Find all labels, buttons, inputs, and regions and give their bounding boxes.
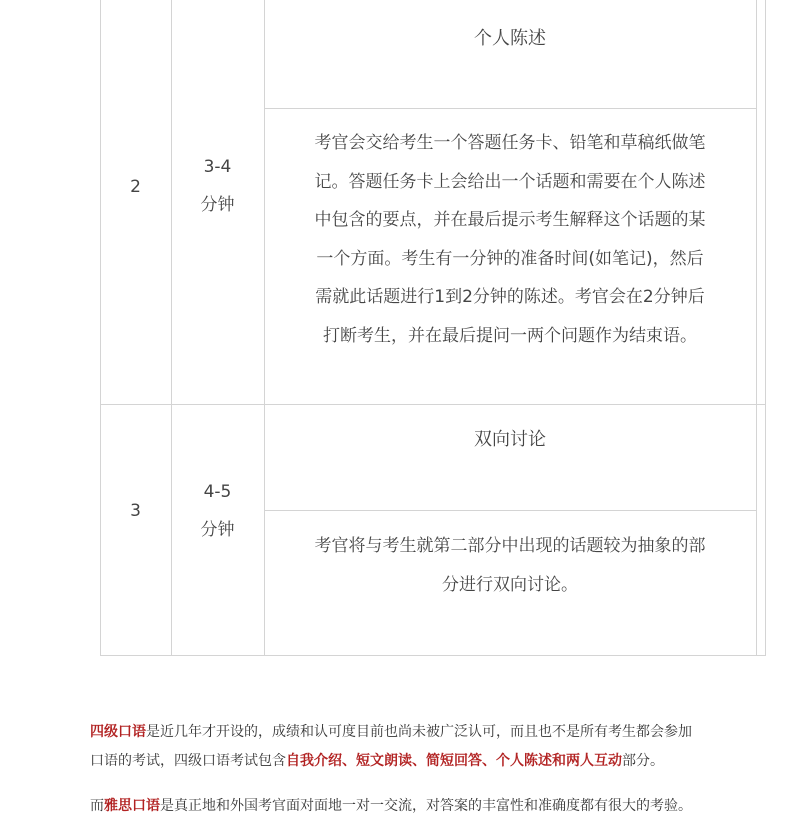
duration-unit: 分钟 [200, 195, 235, 215]
highlight-exam-parts: 自我介绍、短文朗读、简短回答、个人陈述和两人互动 [286, 753, 622, 769]
section-heading: 双向讨论 [474, 429, 546, 450]
table-divider-col1 [171, 0, 172, 655]
paragraph-ielts-oral [90, 792, 780, 821]
duration-range: 3-4 [203, 157, 232, 177]
description-line: 考官会交给考生一个答题任务卡、铅笔和草稿纸做笔 [314, 133, 706, 153]
part-number: 2 [130, 177, 141, 197]
description-line: 考官将与考生就第二部分中出现的话题较为抽象的部 [314, 536, 706, 556]
table-row3-heading-divider [264, 510, 757, 511]
paragraph-text: 口语的考试，四级口语考试包含 [90, 753, 286, 769]
table-border-bottom [100, 655, 766, 656]
description-line: 记。答题任务卡上会给出一个话题和需要在个人陈述 [314, 171, 706, 192]
section-description [264, 124, 756, 355]
part-number: 3 [130, 501, 141, 521]
table-border-left [100, 0, 101, 655]
highlight-cet4-oral: 四级口语 [90, 724, 146, 740]
duration-cell [171, 148, 264, 224]
highlight-ielts-oral: 雅思口语 [104, 798, 160, 814]
duration-range: 4-5 [203, 482, 232, 502]
description-line: 一个方面。考生有一分钟的准备时间(如笔记)，然后 [316, 248, 704, 269]
duration-unit: 分钟 [200, 520, 235, 540]
paragraph-text: 而 [90, 798, 104, 814]
description-line: 中包含的要点，并在最后提示考生解释这个话题的某 [314, 210, 706, 230]
paragraph-text: 是真正地和外国考官面对面地一对一交流，对答案的丰富性和准确度都有很大的考验。 [160, 798, 692, 814]
description-line: 分进行双向讨论。 [442, 574, 578, 595]
section-description [264, 527, 756, 604]
paragraph-cet4-oral [90, 718, 780, 776]
description-line: 打断考生，并在最后提问一两个问题作为结束语。 [323, 325, 697, 346]
section-heading: 个人陈述 [474, 28, 546, 49]
paragraph-text: 是近几年才开设的，成绩和认可度目前也尚未被广泛认可，而且也不是所有考生都会参加 [146, 724, 692, 740]
paragraph-text: 部分。 [622, 753, 664, 769]
description-line: 需就此话题进行1到2分钟的陈述。考官会在2分钟后 [315, 287, 705, 307]
table-border-right [756, 0, 757, 655]
duration-cell [171, 473, 264, 549]
table-row2-heading-divider [264, 108, 757, 109]
table-row-divider [100, 404, 766, 405]
table-border-outer-right [765, 0, 766, 655]
